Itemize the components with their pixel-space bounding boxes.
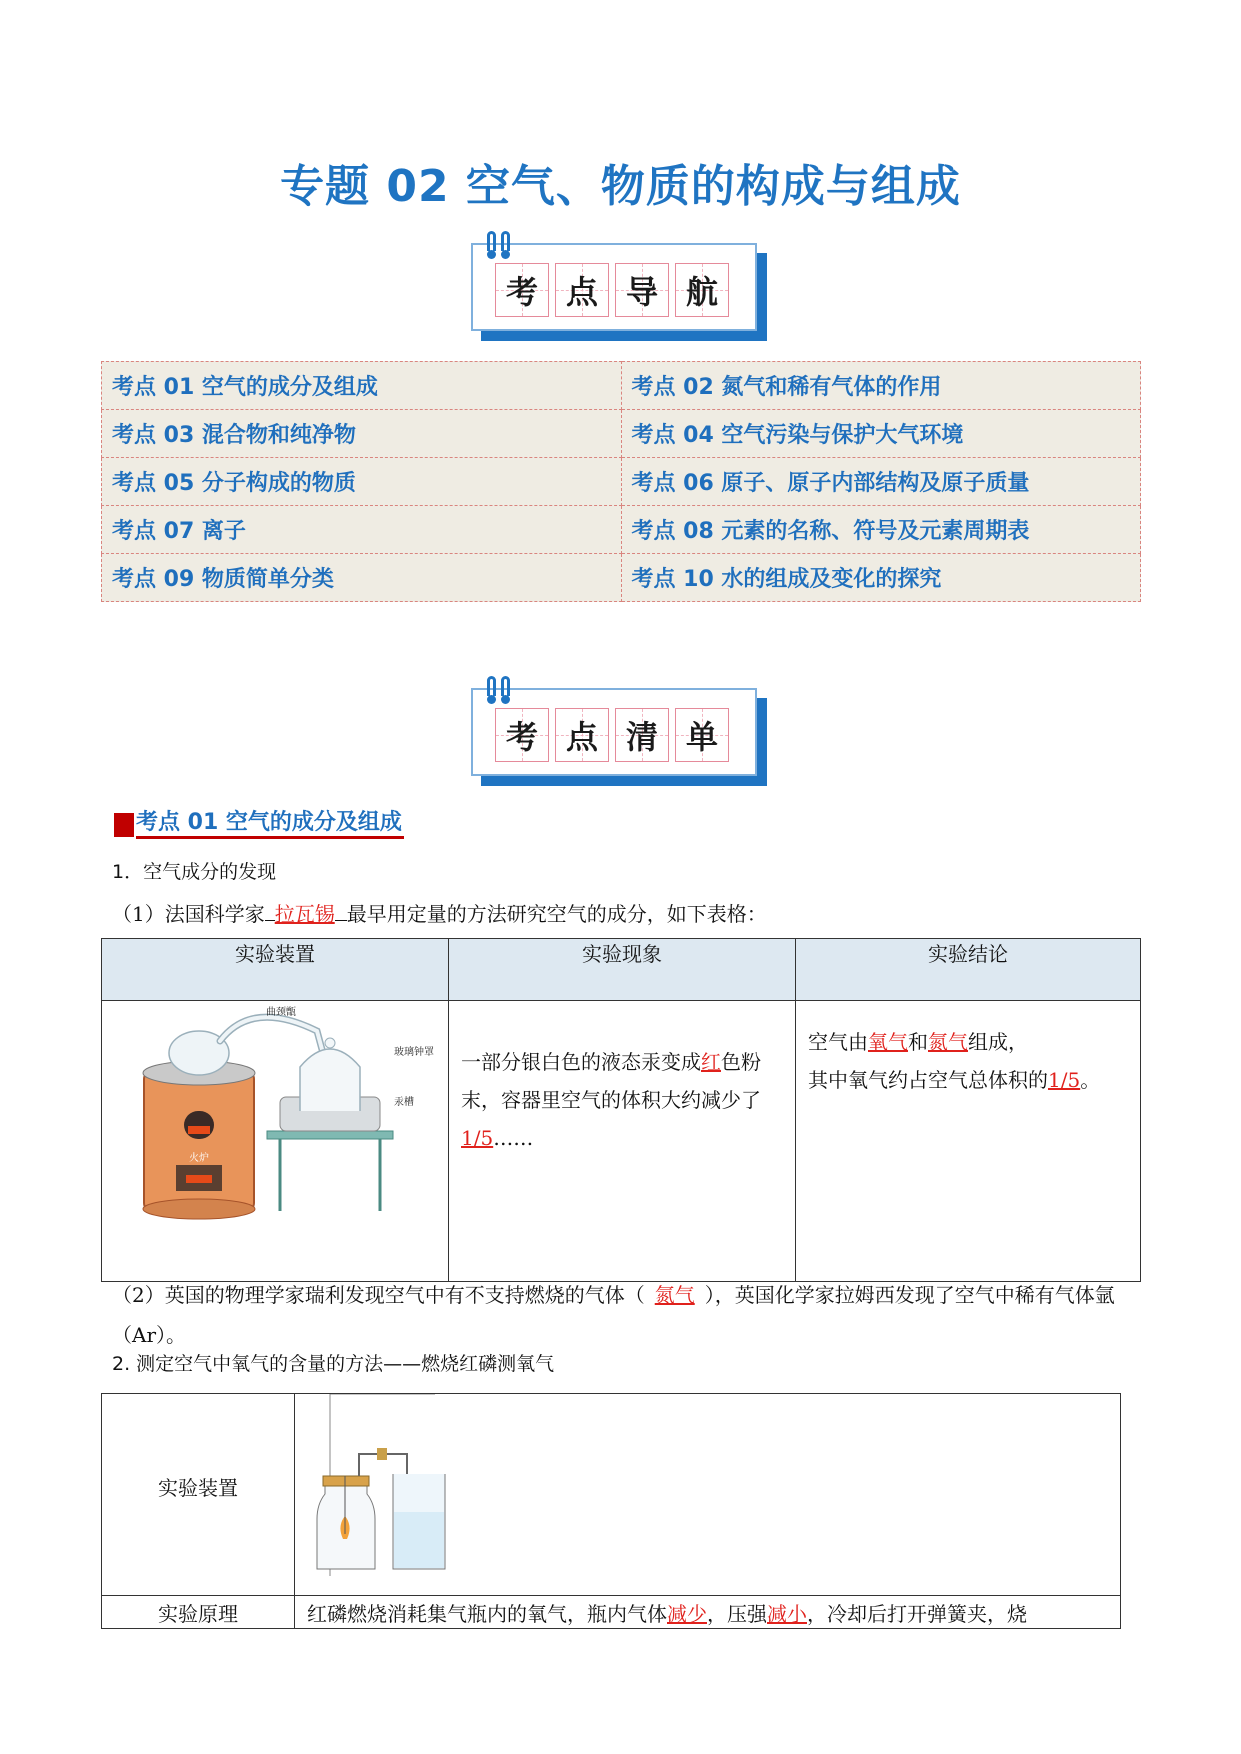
answer-blank: 氮气 — [654, 1283, 695, 1307]
binder-rings-icon — [487, 676, 515, 700]
conclusion-cell: 空气由氧气和氮气组成， 其中氧气约占空气总体积的1/5。 — [796, 1001, 1141, 1282]
nav-item[interactable]: 考点 07 离子 — [102, 506, 622, 554]
phenomenon-cell: 一部分银白色的液态汞变成红色粉末，容器里空气的体积大约减少了1/5…… — [449, 1001, 796, 1282]
retort-label: 曲颈甑 — [266, 1007, 296, 1018]
banner-char: 单 — [675, 708, 729, 762]
table-header: 实验装置 — [102, 939, 449, 1001]
table-label: 实验装置 — [102, 1394, 295, 1596]
banner-char: 清 — [615, 708, 669, 762]
nav-item[interactable]: 考点 01 空气的成分及组成 — [102, 362, 622, 410]
red-phosphorus-apparatus-image — [295, 1394, 555, 1576]
banner-char: 考 — [495, 263, 549, 317]
banner-char: 点 — [555, 708, 609, 762]
apparatus-cell — [102, 1001, 449, 1282]
experiment-table-1 — [101, 938, 1141, 1282]
banner-char: 导 — [615, 263, 669, 317]
subheading-1: 1．空气成分的发现 — [112, 861, 277, 883]
section-marker — [114, 813, 134, 837]
banner-char: 航 — [675, 263, 729, 317]
nav-item[interactable]: 考点 08 元素的名称、符号及元素周期表 — [621, 506, 1141, 554]
furnace-label: 火炉 — [189, 1153, 209, 1164]
nav-item[interactable]: 考点 04 空气污染与保护大气环境 — [621, 410, 1141, 458]
table-label: 实验原理 — [102, 1596, 295, 1629]
banner-char: 点 — [555, 263, 609, 317]
list-banner — [471, 688, 771, 788]
nav-item[interactable]: 考点 09 物质简单分类 — [102, 554, 622, 602]
topic-nav-table — [101, 361, 1141, 602]
nav-item[interactable]: 考点 02 氮气和稀有气体的作用 — [621, 362, 1141, 410]
nav-item[interactable]: 考点 03 混合物和纯净物 — [102, 410, 622, 458]
experiment-table-2 — [101, 1393, 1121, 1629]
lavoisier-apparatus-image — [102, 1001, 446, 1239]
nav-item[interactable]: 考点 10 水的组成及变化的探究 — [621, 554, 1141, 602]
apparatus-cell — [295, 1394, 1121, 1596]
nav-banner — [471, 243, 771, 343]
table-header: 实验现象 — [449, 939, 796, 1001]
trough-label: 汞槽 — [394, 1097, 414, 1108]
paragraph-2: （2）英国的物理学家瑞利发现空气中有不支持燃烧的气体（ 氮气 ），英国化学家拉姆西发现了空气中稀有气体氩（Ar）。 — [112, 1283, 1115, 1347]
section-heading: 考点 01 空气的成分及组成 — [114, 810, 404, 839]
table-header: 实验结论 — [796, 939, 1141, 1001]
subheading-2: 2. 测定空气中氧气的含量的方法——燃烧红磷测氧气 — [112, 1353, 555, 1375]
banner-char: 考 — [495, 708, 549, 762]
principle-cell: 红磷燃烧消耗集气瓶内的氧气，瓶内气体减少，压强减小，冷却后打开弹簧夹，烧 — [295, 1596, 1121, 1629]
paragraph-1: （1）法国科学家 拉瓦锡 最早用定量的方法研究空气的成分，如下表格： — [112, 902, 767, 926]
page-title: 专题 02 空气、物质的构成与组成 — [280, 161, 961, 212]
bell-jar-label: 玻璃钟罩 — [394, 1047, 434, 1058]
answer-blank: 拉瓦锡 — [274, 902, 335, 926]
nav-item[interactable]: 考点 05 分子构成的物质 — [102, 458, 622, 506]
nav-item[interactable]: 考点 06 原子、原子内部结构及原子质量 — [621, 458, 1141, 506]
binder-rings-icon — [487, 231, 515, 255]
